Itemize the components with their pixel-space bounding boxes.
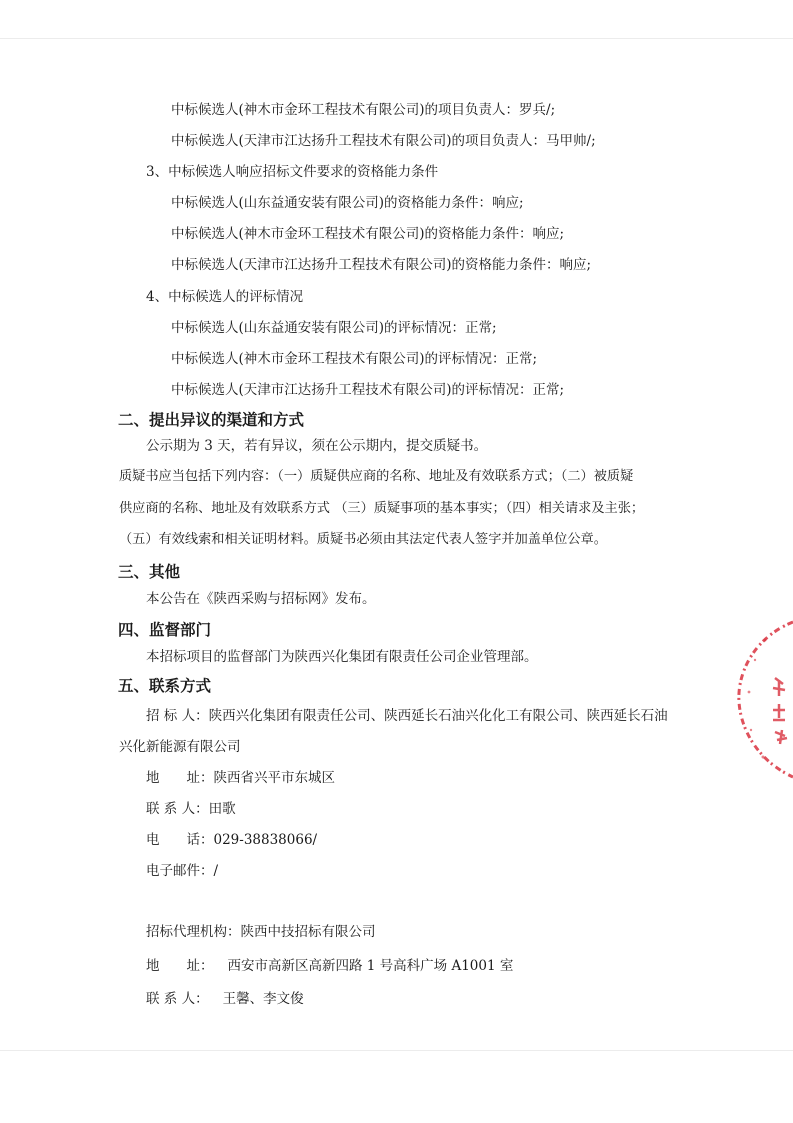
email-row xyxy=(146,862,218,880)
qualification-line-3: 中标候选人(天津市江达扬升工程技术有限公司)的资格能力条件：响应; xyxy=(171,257,592,273)
agency-label: 招标代理机构： xyxy=(146,924,241,940)
email-value: / xyxy=(213,863,219,879)
address-row xyxy=(146,769,335,787)
seal-stamp-icon xyxy=(735,612,793,782)
contact-row xyxy=(146,800,236,818)
candidate-manager-line-3: 中标候选人(天津市江达扬升工程技术有限公司)的项目负责人：马甲帅/; xyxy=(171,133,596,149)
bottom-divider xyxy=(0,1050,793,1051)
section-5-heading: 五、联系方式 xyxy=(118,677,212,695)
objection-content-line-2: 供应商的名称、地址及有效联系方式 （三）质疑事项的基本事实；（四）相关请求及主张； xyxy=(119,501,645,516)
agency-contact-value: 王馨、李文俊 xyxy=(222,991,304,1007)
section-3-heading: 三、其他 xyxy=(118,563,181,581)
evaluation-line-1: 中标候选人(山东益通安装有限公司)的评标情况：正常; xyxy=(171,320,497,336)
qualification-line-1: 中标候选人(山东益通安装有限公司)的资格能力条件：响应; xyxy=(171,195,524,211)
phone-label: 电 话： xyxy=(146,832,214,848)
phone-value: 029-38838066/ xyxy=(213,832,318,848)
address-value: 陕西省兴平市东城区 xyxy=(213,770,335,786)
objection-content-line-3: （五）有效线索和相关证明材料。质疑书必须由其法定代表人签字并加盖单位公章。 xyxy=(119,532,607,547)
contact-value: 田歌 xyxy=(208,801,236,817)
candidate-manager-line-2: 中标候选人(神木市金环工程技术有限公司)的项目负责人：罗兵/; xyxy=(171,102,556,118)
supervision-text: 本招标项目的监督部门为陕西兴化集团有限责任公司企业管理部。 xyxy=(146,649,538,665)
agency-address-row xyxy=(146,957,513,975)
publication-text: 本公告在《陕西采购与招标网》发布。 xyxy=(146,591,376,607)
objection-period-text: 公示期为 3 天，若有异议，须在公示期内，提交质疑书。 xyxy=(146,438,488,454)
qualification-line-2: 中标候选人(神木市金环工程技术有限公司)的资格能力条件：响应; xyxy=(171,226,565,242)
email-label: 电子邮件： xyxy=(146,863,214,879)
address-label: 地 址： xyxy=(146,770,214,786)
agency-contact-row xyxy=(146,990,304,1008)
item-3-title: 3、中标候选人响应招标文件要求的资格能力条件 xyxy=(146,164,439,180)
agency-contact-label: 联 系 人： xyxy=(146,991,209,1007)
tenderer-line-2: 兴化新能源有限公司 xyxy=(119,739,241,755)
phone-row xyxy=(146,831,317,849)
agency-row xyxy=(146,923,376,941)
section-2-heading: 二、提出异议的渠道和方式 xyxy=(118,411,305,429)
agency-value: 陕西中技招标有限公司 xyxy=(240,924,376,940)
tenderer-line-1: 招 标 人：陕西兴化集团有限责任公司、陕西延长石油兴化化工有限公司、陕西延长石油 xyxy=(146,708,668,724)
agency-address-label: 地 址： xyxy=(146,958,214,974)
evaluation-line-2: 中标候选人(神木市金环工程技术有限公司)的评标情况：正常; xyxy=(171,351,538,367)
evaluation-line-3: 中标候选人(天津市江达扬升工程技术有限公司)的评标情况：正常; xyxy=(171,382,565,398)
item-4-title: 4、中标候选人的评标情况 xyxy=(146,289,304,305)
contact-label: 联 系 人： xyxy=(146,801,209,817)
objection-content-line-1: 质疑书应当包括下列内容：（一）质疑供应商的名称、地址及有效联系方式；（二）被质疑 xyxy=(119,469,634,484)
section-4-heading: 四、监督部门 xyxy=(118,621,212,639)
agency-address-value: 西安市高新区高新四路 1 号高科广场 A1001 室 xyxy=(227,958,514,974)
top-divider xyxy=(0,38,793,39)
